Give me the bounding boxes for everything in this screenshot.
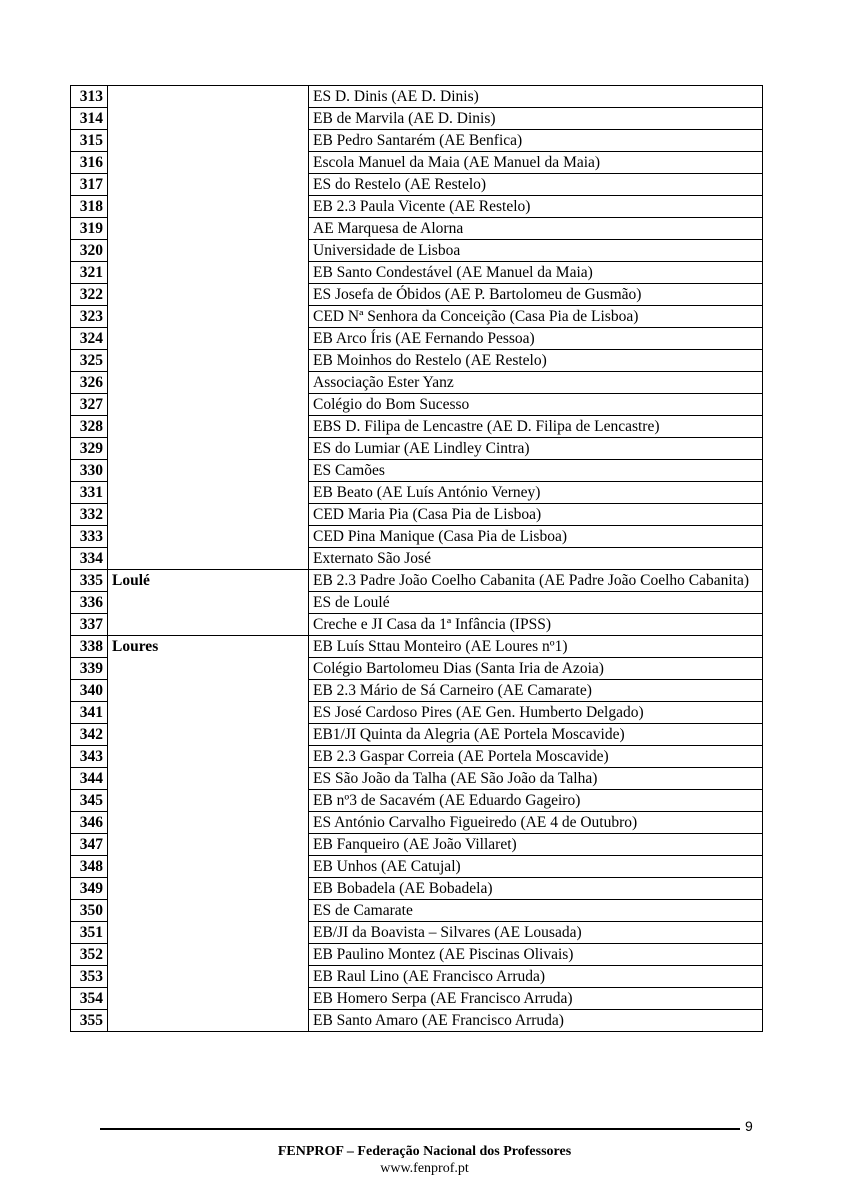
- municipality-cell: [108, 988, 309, 1010]
- row-number: 317: [71, 174, 108, 196]
- row-number: 320: [71, 240, 108, 262]
- school-cell: CED Maria Pia (Casa Pia de Lisboa): [309, 504, 763, 526]
- municipality-cell: [108, 834, 309, 856]
- municipality-cell: [108, 702, 309, 724]
- row-number: 319: [71, 218, 108, 240]
- school-cell: EBS D. Filipa de Lencastre (AE D. Filipa de Lencastre): [309, 416, 763, 438]
- municipality-cell: [108, 746, 309, 768]
- municipality-cell: [108, 790, 309, 812]
- table-row: [71, 724, 763, 746]
- school-cell: Creche e JI Casa da 1ª Infância (IPSS): [309, 614, 763, 636]
- municipality-cell: [108, 262, 309, 284]
- row-number: 314: [71, 108, 108, 130]
- school-cell: EB Santo Condestável (AE Manuel da Maia): [309, 262, 763, 284]
- municipality-cell: [108, 306, 309, 328]
- table-row: [71, 328, 763, 350]
- table-row: [71, 834, 763, 856]
- table-row: [71, 130, 763, 152]
- municipality-cell: [108, 284, 309, 306]
- row-number: 333: [71, 526, 108, 548]
- municipality-cell: [108, 130, 309, 152]
- row-number: 318: [71, 196, 108, 218]
- school-cell: ES de Camarate: [309, 900, 763, 922]
- municipality-cell: [108, 196, 309, 218]
- table-row: [71, 196, 763, 218]
- table-row: [71, 988, 763, 1010]
- school-cell: EB de Marvila (AE D. Dinis): [309, 108, 763, 130]
- school-cell: EB Raul Lino (AE Francisco Arruda): [309, 966, 763, 988]
- table-row: [71, 86, 763, 108]
- municipality-cell: [108, 680, 309, 702]
- school-cell: EB Fanqueiro (AE João Villaret): [309, 834, 763, 856]
- municipality-cell: [108, 460, 309, 482]
- table-row: [71, 680, 763, 702]
- row-number: 327: [71, 394, 108, 416]
- table-row: [71, 372, 763, 394]
- municipality-cell: Loulé: [108, 570, 309, 592]
- municipality-cell: Loures: [108, 636, 309, 658]
- school-cell: EB Bobadela (AE Bobadela): [309, 878, 763, 900]
- row-number: 321: [71, 262, 108, 284]
- school-cell: ES Josefa de Óbidos (AE P. Bartolomeu de Gusmão): [309, 284, 763, 306]
- table-row: [71, 482, 763, 504]
- school-cell: EB Unhos (AE Catujal): [309, 856, 763, 878]
- school-cell: EB/JI da Boavista – Silvares (AE Lousada): [309, 922, 763, 944]
- school-cell: ES do Restelo (AE Restelo): [309, 174, 763, 196]
- table-row: [71, 394, 763, 416]
- row-number: 348: [71, 856, 108, 878]
- row-number: 337: [71, 614, 108, 636]
- school-cell: Universidade de Lisboa: [309, 240, 763, 262]
- municipality-cell: [108, 504, 309, 526]
- row-number: 347: [71, 834, 108, 856]
- row-number: 343: [71, 746, 108, 768]
- school-cell: EB nº3 de Sacavém (AE Eduardo Gageiro): [309, 790, 763, 812]
- municipality-cell: [108, 86, 309, 108]
- table-row: [71, 108, 763, 130]
- school-cell: EB 2.3 Padre João Coelho Cabanita (AE Padre João Coelho Cabanita): [309, 570, 763, 592]
- municipality-cell: [108, 768, 309, 790]
- table-row: [71, 966, 763, 988]
- school-cell: ES Camões: [309, 460, 763, 482]
- table-row: [71, 592, 763, 614]
- footer-organization: FENPROF – Federação Nacional dos Professores: [277, 1144, 572, 1159]
- school-cell: EB 2.3 Paula Vicente (AE Restelo): [309, 196, 763, 218]
- row-number: 335: [71, 570, 108, 592]
- row-number: 316: [71, 152, 108, 174]
- municipality-cell: [108, 108, 309, 130]
- table-row: [71, 284, 763, 306]
- footer-website: www.fenprof.pt: [380, 1161, 469, 1176]
- row-number: 342: [71, 724, 108, 746]
- school-cell: EB Moinhos do Restelo (AE Restelo): [309, 350, 763, 372]
- municipality-cell: [108, 900, 309, 922]
- school-cell: EB Santo Amaro (AE Francisco Arruda): [309, 1010, 763, 1032]
- table-row: [71, 812, 763, 834]
- municipality-cell: [108, 526, 309, 548]
- municipality-cell: [108, 482, 309, 504]
- school-cell: CED Nª Senhora da Conceição (Casa Pia de Lisboa): [309, 306, 763, 328]
- table-row: [71, 636, 763, 658]
- table-row: [71, 526, 763, 548]
- table-row: [71, 174, 763, 196]
- table-row: [71, 746, 763, 768]
- municipality-cell: [108, 812, 309, 834]
- school-cell: CED Pina Manique (Casa Pia de Lisboa): [309, 526, 763, 548]
- row-number: 341: [71, 702, 108, 724]
- school-cell: ES D. Dinis (AE D. Dinis): [309, 86, 763, 108]
- table-row: [71, 306, 763, 328]
- municipality-cell: [108, 658, 309, 680]
- municipality-cell: [108, 878, 309, 900]
- schools-table: [70, 85, 763, 1032]
- table-row: [71, 856, 763, 878]
- school-cell: EB Homero Serpa (AE Francisco Arruda): [309, 988, 763, 1010]
- table-row: [71, 460, 763, 482]
- school-cell: EB Pedro Santarém (AE Benfica): [309, 130, 763, 152]
- school-cell: ES António Carvalho Figueiredo (AE 4 de Outubro): [309, 812, 763, 834]
- row-number: 354: [71, 988, 108, 1010]
- row-number: 355: [71, 1010, 108, 1032]
- table-row: [71, 878, 763, 900]
- row-number: 346: [71, 812, 108, 834]
- row-number: 329: [71, 438, 108, 460]
- school-cell: EB Paulino Montez (AE Piscinas Olivais): [309, 944, 763, 966]
- table-row: [71, 944, 763, 966]
- table-row: [71, 768, 763, 790]
- school-cell: Associação Ester Yanz: [309, 372, 763, 394]
- table-row: [71, 218, 763, 240]
- table-row: [71, 570, 763, 592]
- school-cell: Colégio do Bom Sucesso: [309, 394, 763, 416]
- municipality-cell: [108, 438, 309, 460]
- row-number: 313: [71, 86, 108, 108]
- row-number: 334: [71, 548, 108, 570]
- municipality-cell: [108, 944, 309, 966]
- row-number: 328: [71, 416, 108, 438]
- school-cell: EB1/JI Quinta da Alegria (AE Portela Moscavide): [309, 724, 763, 746]
- row-number: 339: [71, 658, 108, 680]
- page-number: 9: [745, 1118, 753, 1134]
- municipality-cell: [108, 394, 309, 416]
- row-number: 322: [71, 284, 108, 306]
- row-number: 349: [71, 878, 108, 900]
- school-cell: ES São João da Talha (AE São João da Talha): [309, 768, 763, 790]
- municipality-cell: [108, 922, 309, 944]
- row-number: 330: [71, 460, 108, 482]
- municipality-cell: [108, 416, 309, 438]
- row-number: 326: [71, 372, 108, 394]
- table-row: [71, 416, 763, 438]
- row-number: 353: [71, 966, 108, 988]
- row-number: 325: [71, 350, 108, 372]
- row-number: 344: [71, 768, 108, 790]
- school-cell: Colégio Bartolomeu Dias (Santa Iria de Azoia): [309, 658, 763, 680]
- school-cell: Externato São José: [309, 548, 763, 570]
- row-number: 315: [71, 130, 108, 152]
- table-row: [71, 658, 763, 680]
- municipality-cell: [108, 328, 309, 350]
- table-row: [71, 152, 763, 174]
- school-cell: EB Beato (AE Luís António Verney): [309, 482, 763, 504]
- table-row: [71, 240, 763, 262]
- municipality-cell: [108, 614, 309, 636]
- school-cell: EB Luís Sttau Monteiro (AE Loures nº1): [309, 636, 763, 658]
- table-row: [71, 438, 763, 460]
- row-number: 324: [71, 328, 108, 350]
- table-row: [71, 262, 763, 284]
- school-cell: ES José Cardoso Pires (AE Gen. Humberto Delgado): [309, 702, 763, 724]
- municipality-cell: [108, 724, 309, 746]
- municipality-cell: [108, 240, 309, 262]
- row-number: 340: [71, 680, 108, 702]
- table-row: [71, 790, 763, 812]
- row-number: 352: [71, 944, 108, 966]
- school-cell: EB 2.3 Gaspar Correia (AE Portela Moscavide): [309, 746, 763, 768]
- row-number: 332: [71, 504, 108, 526]
- row-number: 345: [71, 790, 108, 812]
- school-cell: AE Marquesa de Alorna: [309, 218, 763, 240]
- school-cell: EB 2.3 Mário de Sá Carneiro (AE Camarate): [309, 680, 763, 702]
- table-row: [71, 922, 763, 944]
- table-row: [71, 504, 763, 526]
- table-row: [71, 900, 763, 922]
- row-number: 336: [71, 592, 108, 614]
- table-row: [71, 548, 763, 570]
- municipality-cell: [108, 174, 309, 196]
- municipality-cell: [108, 856, 309, 878]
- municipality-cell: [108, 548, 309, 570]
- school-cell: Escola Manuel da Maia (AE Manuel da Maia): [309, 152, 763, 174]
- table-row: [71, 614, 763, 636]
- row-number: 351: [71, 922, 108, 944]
- municipality-cell: [108, 372, 309, 394]
- schools-table-body: [71, 86, 763, 1032]
- row-number: 338: [71, 636, 108, 658]
- school-cell: ES do Lumiar (AE Lindley Cintra): [309, 438, 763, 460]
- table-row: [71, 702, 763, 724]
- municipality-cell: [108, 966, 309, 988]
- table-row: [71, 350, 763, 372]
- table-row: [71, 1010, 763, 1032]
- municipality-cell: [108, 1010, 309, 1032]
- footer-divider: [100, 1128, 740, 1130]
- municipality-cell: [108, 152, 309, 174]
- school-cell: ES de Loulé: [309, 592, 763, 614]
- row-number: 350: [71, 900, 108, 922]
- school-cell: EB Arco Íris (AE Fernando Pessoa): [309, 328, 763, 350]
- municipality-cell: [108, 350, 309, 372]
- municipality-cell: [108, 592, 309, 614]
- municipality-cell: [108, 218, 309, 240]
- row-number: 331: [71, 482, 108, 504]
- row-number: 323: [71, 306, 108, 328]
